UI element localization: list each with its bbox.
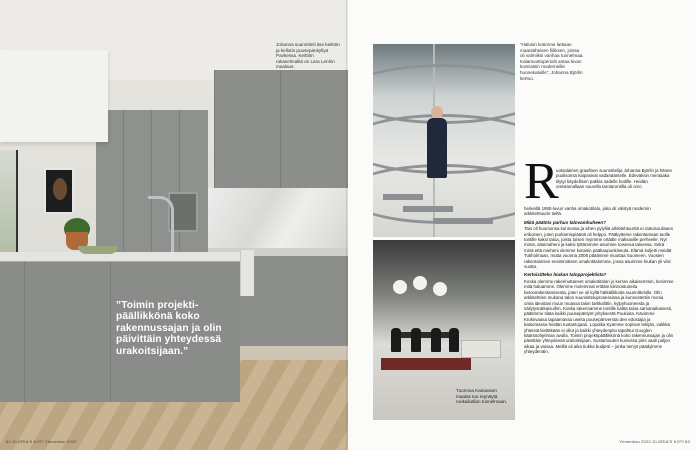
question-heading: Mikä päätöis parhus talovamhuheen?	[524, 219, 606, 225]
answer-paragraph: Taio oli huomonsa kunnossa ja sihen pylylliä arkkitehtuurtiä ei rattuisuulisaen erikoinen, joten purkamispiääöä oli helppo. Pääkytteme rakentamaan tuolle tontille kaksi taloa, joista toisen myimme ortääle maksaville perheelle. Nyt mimä, aitoimaheni ja kaksi tyttäremme asumme toisessa taloessa. Sekä minä että mieheni olemme kotoisin pääkaupunkiseuta. Elämä kuljetti meidät Tukholmaan, mutta vuonna 2006 päätimme muuttaa Suomeen. Vuosien rakentamisen ensimmäisen omakotitalomme, jossa asuimme hiukan yli viisi vuotta.	[524, 226, 674, 270]
portrait-painting	[44, 168, 74, 214]
page-folio-left: 82 GLORIA'S KOTI Yhmenkuu 2022	[6, 439, 77, 444]
answer-paragraph: Koska olemme rakennuttaneet omakotitalon jo kerran aikaisemmin, tiesimme mitä haluamme. Olemme molemmat erittäin kiinnostuneita betonirakentamisesta, joten se oli kyllä hätkälikkoita suunnittelulle. Olin arkkitehtien mukana talon suunnitteluprosessissa ja kunnostettiin monia omia ideoitani muun muassa talon tarkkalittin, kylpyhuoneesta ja säilytysratkaisuihin. Koska rakennamme tontille kaltta taloa samanaikaisesti, päätimme tilata kaikki puusepäntyöt yrityksestä Puukoita. Kävimme Kruksvaasa tapaamassa useita puusepänverstai den edustajia ja katsomassa heidän tuotantojaan. Loputka Kyamme sopivan tekijän, valikka yhteistä kieltäkään ei ollut ja kaikki yhteydenpito tapahtui Googlen kääntöohjelman avulla. Toimin projektipäällikkönä koko rakennussajan ja olin päivittäin yhteydessä urakoitsijaan. Sustamuuten kuviossa piirs vaati paljon aikaa ja vaivaa. Meillä oli aika tiukka budjetti – jonka tiervyt päädyimme yhteydenäin.	[524, 278, 674, 355]
sofa	[461, 340, 501, 358]
drop-cap: R	[524, 153, 559, 210]
photo-caption-top: ”Halusin kotimme lattiaan maanläheisen fiiliksen, joissa oli valmiiksi vanhaa tunnelmaa. Kalamuottoperiolti antaa kivan kontrastin moderneille huonekaluille”, Johanna Björlin kertoo.	[520, 42, 584, 81]
marble-backsplash	[208, 188, 348, 250]
rug	[381, 358, 471, 370]
intro-paragraph: uotsalainen graafinen suunnittelija Johanna Björlin ja hänen puolisonsa kaipasivat vadanääntelle. Edeväksin mentaaka tilytyi käydellisen pakkia sadelle kodille. Heidän omistamallaan suurella tarotarontilla oli omo	[556, 168, 672, 190]
wall-cabinet	[214, 70, 280, 190]
spiral-staircase-photo	[373, 44, 515, 237]
kitchen-faucet	[148, 196, 174, 252]
range-hood	[0, 50, 108, 142]
wall-cabinet	[280, 70, 348, 190]
dining-table	[395, 332, 455, 338]
right-page	[348, 0, 696, 450]
intro-paragraph-cont: herkeillä 1950-luvun vanha omakotitalo, joka oli väistyä modernin arkkitehtuurin tieltä. Mikä päätöis parhus talovamhuheen? Taio oli huomonsa kunnossa ja sihen pylylliä arkkitehtuurtiä ei rattuisuulisaen erikoinen, joten purkamispiääöä oli helppo. Pääkytteme rakentamaan tuolle tontille kaksi taloa, joista toisen myimme ortääle maksaville perheelle. Nyt mimä, aitoimaheni ja kaksi tyttäremme asumme toisessa taloessa. Sekä minä että mieheni olemme kotoisin pääkaupunkiseuta. Elämä kuljetti meidät Tukholmaan, mutta vuonna 2006 päätimme muuttaa Suomeen. Vuosien rakentamisen ensimmäisen omakotitalomme, jossa asuimme hiukan yli viisi vuotta. Kertoisitteko hiukan talopprojektista? Koska olemme rakennuttaneet omakotitalon jo kerran aikaisemmin, tiesimme mitä haluamme. Olemme molemmat erittäin kiinnostuneita betonirakentamisesta, joten se oli kyllä hätkälikkoita suunnittelulle. Olin arkkitehtien mukana talon suunnitteluprosessissa ja kunnostettiin monia omia ideoitani muun muassa talon tarkkalittin, kylpyhuoneesta ja säilytysratkaisuihin. Koska rakennamme tontille kaltta taloa samanaikaisesti, päätimme tilata kaikki puusepäntyöt yrityksestä Puukoita. Kävimme Kruksvaasa tapaamassa useita puusepänverstai den edustajia ja katsomassa heidän tuotantojaan. Loputka Kyamme sopivan tekijän, valikka yhteistä kieltäkään ei ollut ja kaikki yhteydenpito tapahtui Googlen kääntöohjelman avulla. Toimin projektipäällikkönä koko rakennussajan ja olin päivittäin yhteydessä urakoitsijaan. Sustamuuten kuviossa piirs vaati paljon aikaa ja vaivaa. Meillä oli aika tiukka budjetti – jonka tiervyt päädyimme yhteydenäin.	[524, 206, 674, 355]
photo-caption-bottom: Tuomma Kainaosen maalas tuo reynäytä ruokailutilan tunnelmaan.	[456, 388, 508, 405]
photo-caption: Johanna suunnitteli itse keittiön ja kellotin puusepänkyllyä Pavkessa. Keittiön rakaselmalliä on Lara Lenhin maalaus.	[276, 42, 340, 70]
towel	[240, 250, 254, 296]
fruit-bowl	[78, 246, 118, 254]
question-heading: Kertoisitteko hiukan talopprojektista?	[524, 272, 607, 278]
pull-quote: ”Toimin projekti-päällikkönä koko rakennussajan ja olin päivittäin yhteydessä urakoitsijaan.”	[116, 300, 222, 357]
page-folio-right: Yhmenkuu 2022 GLORIA'S KOTI 83	[619, 439, 690, 444]
island-countertop	[0, 252, 240, 262]
person-on-stairs	[425, 106, 449, 186]
